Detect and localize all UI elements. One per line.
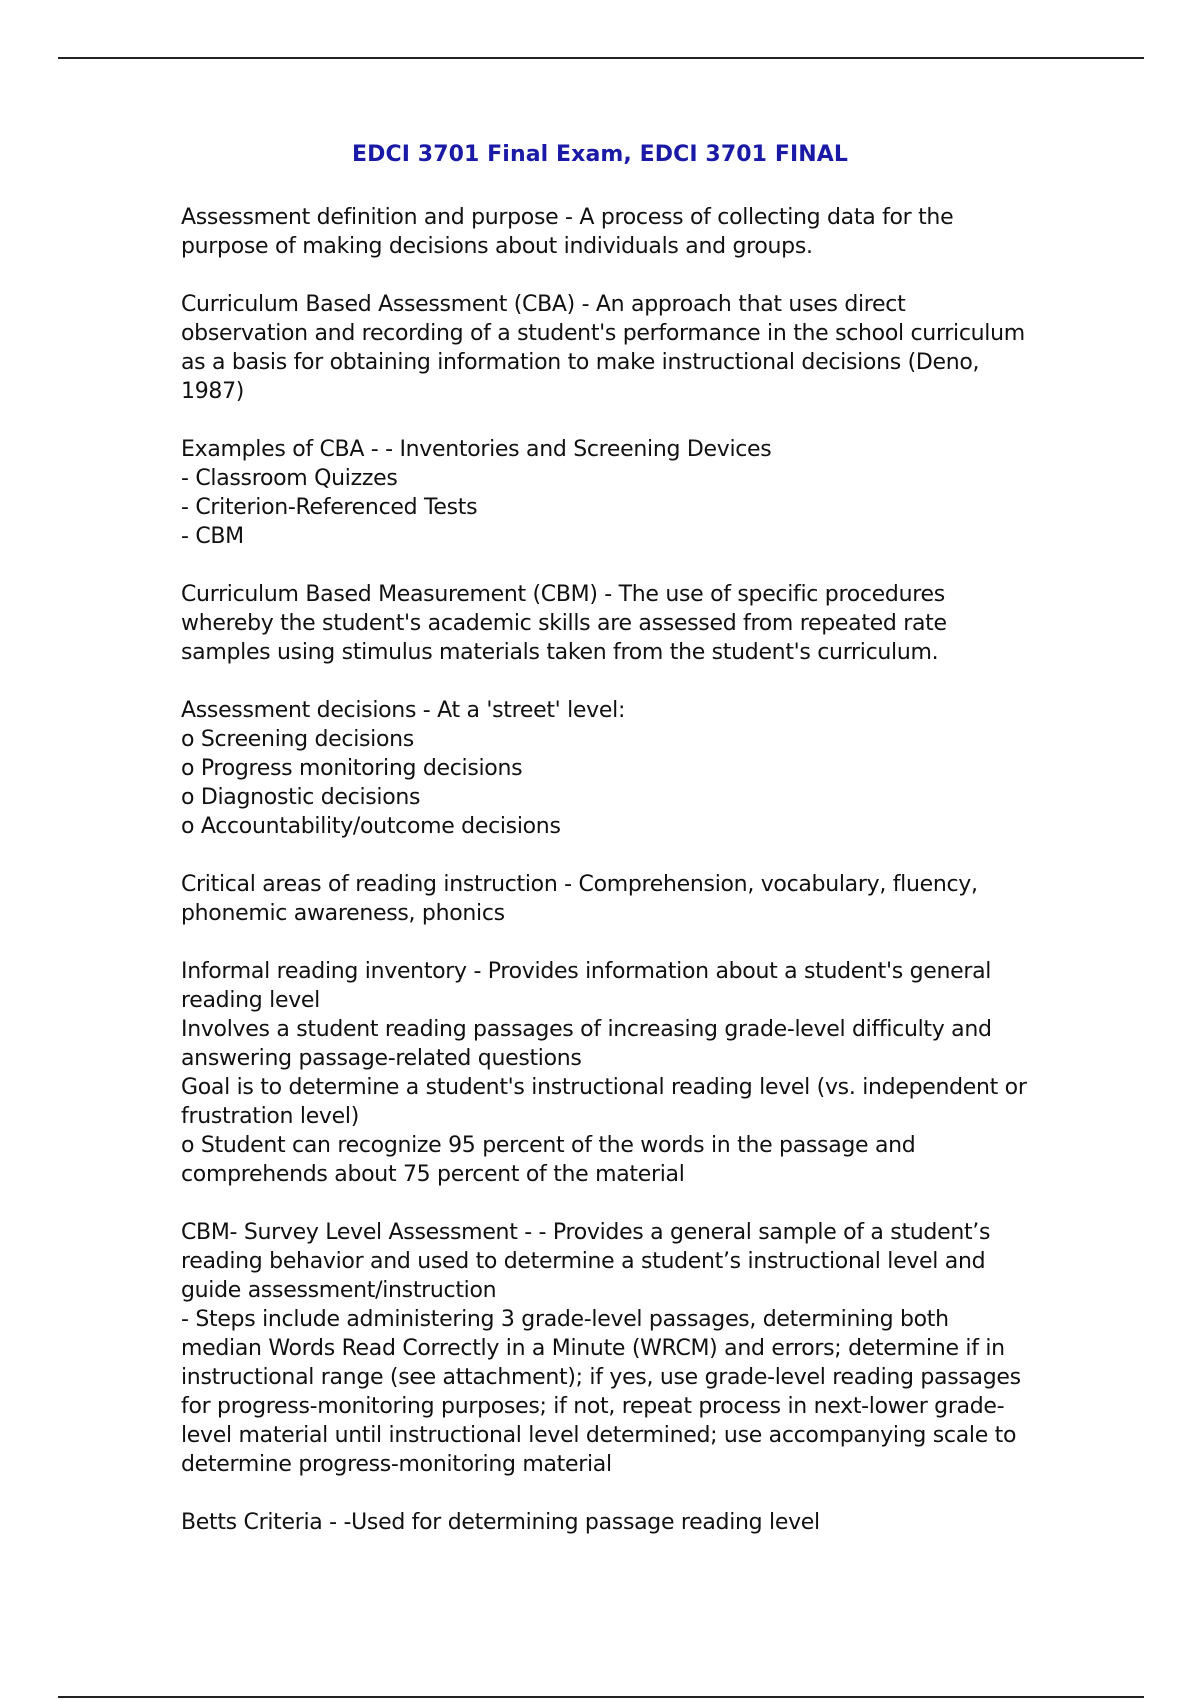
text-line: - Steps include administering 3 grade-level passages, determining both xyxy=(181,1307,949,1332)
text-line: answering passage-related questions xyxy=(181,1046,582,1071)
text-line: instructional range (see attachment); if yes, use grade-level reading passages xyxy=(181,1365,1021,1390)
text-line: phonemic awareness, phonics xyxy=(181,901,505,926)
list-item: - CBM xyxy=(181,524,244,549)
entry-cba xyxy=(181,290,1031,406)
text-line: determine progress-monitoring material xyxy=(181,1452,612,1477)
text-line: guide assessment/instruction xyxy=(181,1278,497,1303)
text-line: Involves a student reading passages of increasing grade-level difficulty and xyxy=(181,1017,992,1042)
list-item: o Student can recognize 95 percent of the words in the passage and xyxy=(181,1133,916,1158)
text-line: Informal reading inventory - Provides information about a student's general xyxy=(181,959,992,984)
text-line: observation and recording of a student's performance in the school curriculum xyxy=(181,321,1025,346)
list-item: - Criterion-Referenced Tests xyxy=(181,495,478,520)
text-line: reading behavior and used to determine a student’s instructional level and xyxy=(181,1249,986,1274)
text-line: as a basis for obtaining information to make instructional decisions (Deno, xyxy=(181,350,980,375)
text-line: level material until instructional level determined; use accompanying scale to xyxy=(181,1423,1017,1448)
text-line: samples using stimulus materials taken from the student's curriculum. xyxy=(181,640,939,665)
text-line: for progress-monitoring purposes; if not, repeat process in next-lower grade- xyxy=(181,1394,1005,1419)
text-line: Betts Criteria - -Used for determining passage reading level xyxy=(181,1510,820,1535)
entry-cba-examples xyxy=(181,435,1031,551)
list-item: o Screening decisions xyxy=(181,727,414,752)
list-item: - Classroom Quizzes xyxy=(181,466,398,491)
text-line: 1987) xyxy=(181,379,245,404)
text-line: purpose of making decisions about individuals and groups. xyxy=(181,234,813,259)
text-line: Assessment definition and purpose - A process of collecting data for the xyxy=(181,205,954,230)
text-line: Goal is to determine a student's instructional reading level (vs. independent or xyxy=(181,1075,1027,1100)
text-line: comprehends about 75 percent of the material xyxy=(181,1162,685,1187)
text-line: Examples of CBA - - Inventories and Screening Devices xyxy=(181,437,772,462)
text-line: Assessment decisions - At a 'street' level: xyxy=(181,698,626,723)
text-line: whereby the student's academic skills are assessed from repeated rate xyxy=(181,611,947,636)
text-line: median Words Read Correctly in a Minute (WRCM) and errors; determine if in xyxy=(181,1336,1005,1361)
entry-informal-reading-inventory xyxy=(181,957,1031,1189)
entry-cbm xyxy=(181,580,1031,667)
entry-betts-criteria xyxy=(181,1508,1031,1537)
text-line: Curriculum Based Measurement (CBM) - The use of specific procedures xyxy=(181,582,945,607)
entry-assessment-decisions xyxy=(181,696,1031,841)
list-item: o Diagnostic decisions xyxy=(181,785,421,810)
footer-rule xyxy=(58,1696,1144,1698)
text-line: Critical areas of reading instruction - Comprehension, vocabulary, fluency, xyxy=(181,872,978,897)
text-line: frustration level) xyxy=(181,1104,359,1129)
document-title: EDCI 3701 Final Exam, EDCI 3701 FINAL xyxy=(352,142,848,167)
document-body xyxy=(181,203,1031,1566)
text-line: reading level xyxy=(181,988,320,1013)
entry-assessment-definition xyxy=(181,203,1031,261)
list-item: o Accountability/outcome decisions xyxy=(181,814,561,839)
entry-critical-areas xyxy=(181,870,1031,928)
entry-survey-level-assessment xyxy=(181,1218,1031,1479)
list-item: o Progress monitoring decisions xyxy=(181,756,523,781)
text-line: Curriculum Based Assessment (CBA) - An approach that uses direct xyxy=(181,292,906,317)
text-line: CBM- Survey Level Assessment - - Provides a general sample of a student’s xyxy=(181,1220,991,1245)
header-rule xyxy=(58,57,1144,59)
